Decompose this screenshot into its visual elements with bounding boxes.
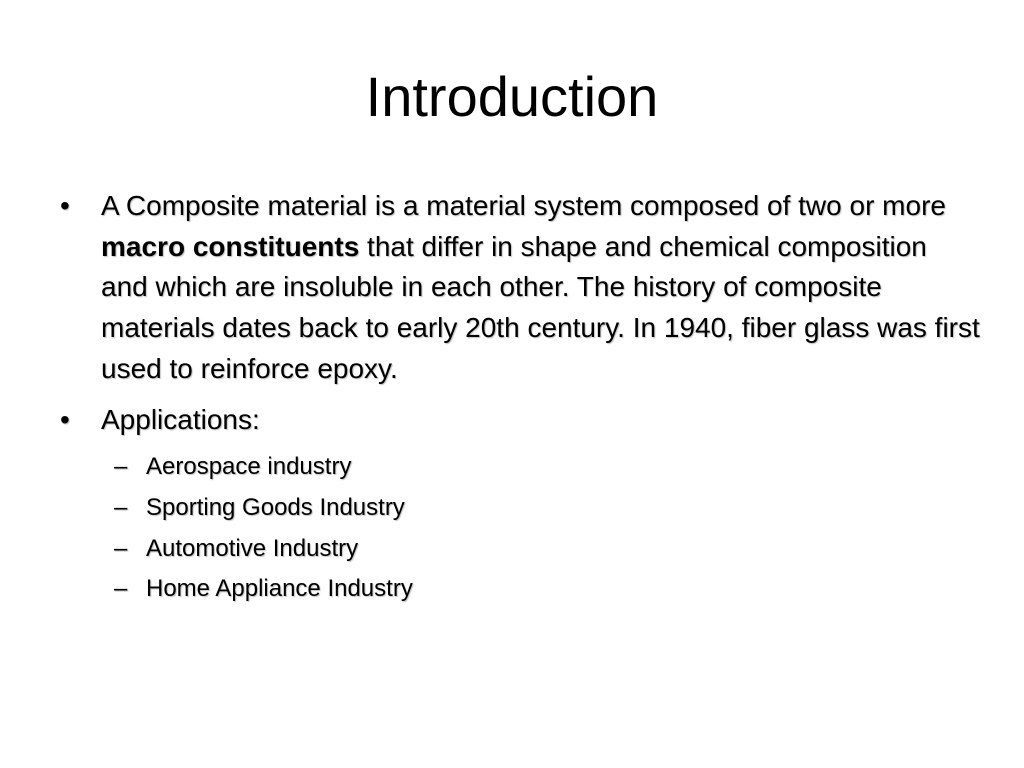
list-item [60,529,980,570]
applications-label: Applications: [101,403,260,435]
definition-text-after: that differ in shape and chemical composition and which are insoluble in each other. The history of composite materials dates back to early 20th century. In 1940, fiber glass was first used to reinforce epoxy. [101,230,980,384]
definition-text-before: A Composite material is a material system composed of two or more [101,190,946,221]
dash-glyph: – [114,453,128,481]
list-item [60,488,980,529]
list-item [60,447,980,488]
slide-body [60,186,980,610]
bullet-glyph: • [60,190,70,221]
list-item-label: Sporting Goods Industry [146,493,405,521]
list-item-label: Aerospace industry [146,453,352,481]
slide-title: Introduction [365,65,659,128]
definition-bold-term: macro constituents [101,230,360,262]
bullet-applications [60,400,980,441]
bullet-glyph: • [60,403,70,435]
bullet-definition [60,186,980,390]
dash-glyph: – [114,493,128,521]
list-item-label: Home Appliance Industry [146,575,413,603]
list-item [60,569,980,610]
dash-glyph: – [114,534,128,562]
applications-list [60,447,980,610]
dash-glyph: – [114,575,128,603]
list-item-label: Automotive Industry [146,534,359,562]
